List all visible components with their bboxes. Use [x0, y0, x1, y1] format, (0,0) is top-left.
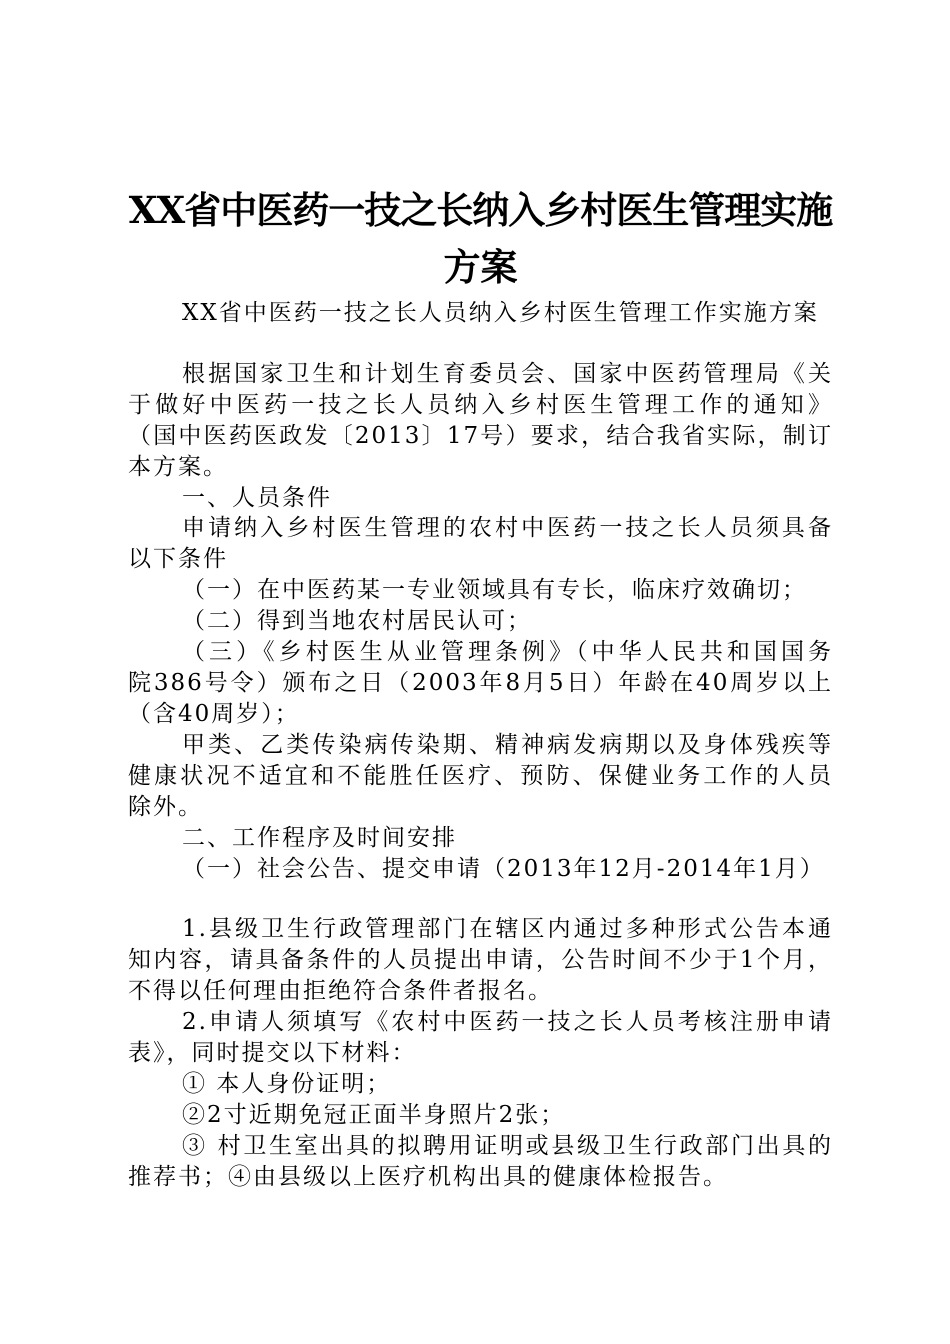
- paragraph-line: 知内容，请具备条件的人员提出申请，公告时间不少于1个月，: [128, 947, 833, 973]
- paragraph-line: 甲类、乙类传染病传染期、精神病发病期以及身体残疾等: [182, 732, 833, 758]
- list-item: （三）《乡村医生从业管理条例》（中华人民共和国国务: [182, 639, 833, 665]
- paragraph-line: 于做好中医药一技之长人员纳入乡村医生管理工作的通知》: [128, 392, 833, 418]
- document-title-line-2: 方案: [443, 245, 518, 289]
- paragraph-line: （国中医药医政发〔2013〕17号）要求，结合我省实际，制订: [128, 423, 833, 449]
- paragraph-line: 表》，同时提交以下材料：: [128, 1040, 417, 1066]
- subtitle: XX省中医药一技之长人员纳入乡村医生管理工作实施方案: [182, 300, 819, 326]
- paragraph-line: 申请纳入乡村医生管理的农村中医药一技之长人员须具备: [182, 515, 833, 541]
- paragraph-line: 2.申请人须填写《农村中医药一技之长人员考核注册申请: [182, 1009, 833, 1035]
- section-heading: 一、人员条件: [182, 485, 332, 511]
- list-item: ②2寸近期免冠正面半身照片2张；: [182, 1102, 566, 1128]
- section-heading: 二、工作程序及时间安排: [182, 825, 457, 851]
- paragraph-line: （含40周岁）；: [128, 701, 300, 727]
- paragraph-line: 根据国家卫生和计划生育委员会、国家中医药管理局《关: [182, 361, 833, 387]
- subsection-heading: （一）社会公告、提交申请（2013年12月-2014年1月）: [182, 856, 825, 882]
- paragraph-line: 以下条件: [128, 546, 228, 572]
- list-item: ③ 村卫生室出具的拟聘用证明或县级卫生行政部门出具的: [182, 1133, 833, 1159]
- list-item: ① 本人身份证明；: [182, 1071, 392, 1097]
- paragraph-line: 本方案。: [128, 454, 228, 480]
- list-item: （二）得到当地农村居民认可；: [182, 608, 532, 634]
- paragraph-line: 院386号令）颁布之日（2003年8月5日）年龄在40周岁以上: [128, 670, 833, 696]
- paragraph-line: 推荐书；④由县级以上医疗机构出具的健康体检报告。: [128, 1164, 728, 1190]
- document-page: [128, 0, 833, 1344]
- paragraph-line: 1.县级卫生行政管理部门在辖区内通过多种形式公告本通: [182, 916, 833, 942]
- paragraph-line: 除外。: [128, 794, 203, 820]
- list-item: （一）在中医药某一专业领域具有专长，临床疗效确切；: [182, 577, 807, 603]
- paragraph-line: 不得以任何理由拒绝符合条件者报名。: [128, 978, 553, 1004]
- paragraph-line: 健康状况不适宜和不能胜任医疗、预防、保健业务工作的人员: [128, 763, 833, 789]
- document-title-line-1: XX省中医药一技之长纳入乡村医生管理实施: [128, 188, 833, 232]
